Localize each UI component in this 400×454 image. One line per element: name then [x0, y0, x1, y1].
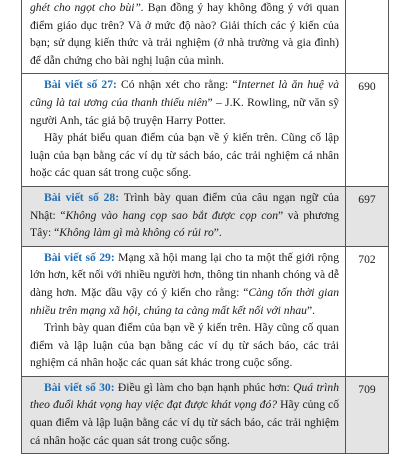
body-text: Hãy củng cố quan điểm và lập luận bằng các ví dụ từ sách báo, các trải nghiệm cá nhân hoặc các quan sát trong cuộc sống. [30, 398, 340, 447]
toc-entry-text [22, 246, 346, 376]
toc-row-27[interactable] [22, 74, 389, 187]
quote-text: ghét cho ngọt cho bùi”. [30, 1, 144, 14]
body-text: ” – J.K. Rowling, nữ văn sỹ người Anh, tác giả bộ truyện Harry Potter. [30, 95, 340, 127]
entry-label: Bài viết số 28: [44, 190, 120, 204]
toc-page-number: 702 [346, 246, 389, 376]
quote-text: Không vào hang cọp sao bắt được cọp con [65, 208, 279, 222]
entry-label: Bài viết số 29: [44, 250, 115, 264]
body-text: ”. [306, 303, 316, 317]
body-text: Điều gì làm cho bạn hạnh phúc hơn: [114, 380, 294, 394]
toc-page-number: 697 [346, 186, 389, 246]
body-text: Bạn đồng ý hay không đồng ý với quan điểm giáo dục trên? Và ở mức độ nào? Giải thích các ý kiến của bạn; sử dụng kiến thức và trải nghiệm (ở nhà trường và gia đình) để dẫn chứng cho bài nghị luận của mình. [30, 1, 340, 67]
toc-row-29[interactable] [22, 246, 389, 376]
toc-row-continued [22, 0, 389, 74]
toc-row-30[interactable] [22, 376, 389, 453]
body-text: ” và phương Tây: “ [30, 208, 339, 240]
entry-label: Bài viết số 30: [44, 380, 115, 394]
quote-text: Không làm gì mà không có rủi ro [59, 226, 214, 240]
quote-text: Càng tốn thời gian nhiều trên mạng xã hội, chúng ta càng mất kết nối với nhau [30, 285, 339, 317]
toc-page-number: 709 [346, 376, 389, 453]
quote-text: Internet là ăn huệ và cũng là tai ương của thanh thiếu niên [30, 78, 339, 109]
body-text: Hãy phát biểu quan điểm của bạn về ý kiến trên. Cũng cố lập luận của bạn bằng các ví dụ từ sách báo, các trải nghiệm cá nhân hoặc các quan sát trong cuộc sống. [30, 131, 339, 180]
toc-entry-text [22, 376, 346, 453]
toc-entry-text [22, 0, 346, 74]
quote-text: Quá trình theo đuổi khát vọng hay việc đạt được khát vọng đó? [30, 380, 340, 412]
toc-page-number: 690 [346, 74, 389, 187]
body-text: Mạng xã hội mang lại cho ta một thế giới rộng lớn hơn, kết nối với nhiều người hơn, thông tin nhanh chóng và dễ dàng hơn. Mặc dầu vậy có ý kiến cho rằng: “ [30, 250, 340, 299]
body-text: Trình bày quan điểm của bạn về ý kiến trên. Hãy cũng cố quan điểm và lập luận của bạn bằng các ví dụ từ sách báo, các trải nghiệm cá nhân hoặc các quan sát khác trong cuộc sống. [30, 321, 339, 370]
toc-page-number [346, 0, 389, 74]
body-text: ”. [213, 226, 222, 240]
toc-entry-text [22, 186, 346, 246]
toc-entry-text [22, 74, 346, 187]
body-text: Trình bày quan điểm của câu ngạn ngữ của Nhật: “ [30, 190, 340, 222]
entry-label: Bài viết số 27: [44, 78, 117, 92]
body-text: Có nhận xét cho rằng: “ [116, 78, 238, 92]
table-of-contents [21, 0, 389, 454]
toc-row-28[interactable] [22, 186, 389, 246]
